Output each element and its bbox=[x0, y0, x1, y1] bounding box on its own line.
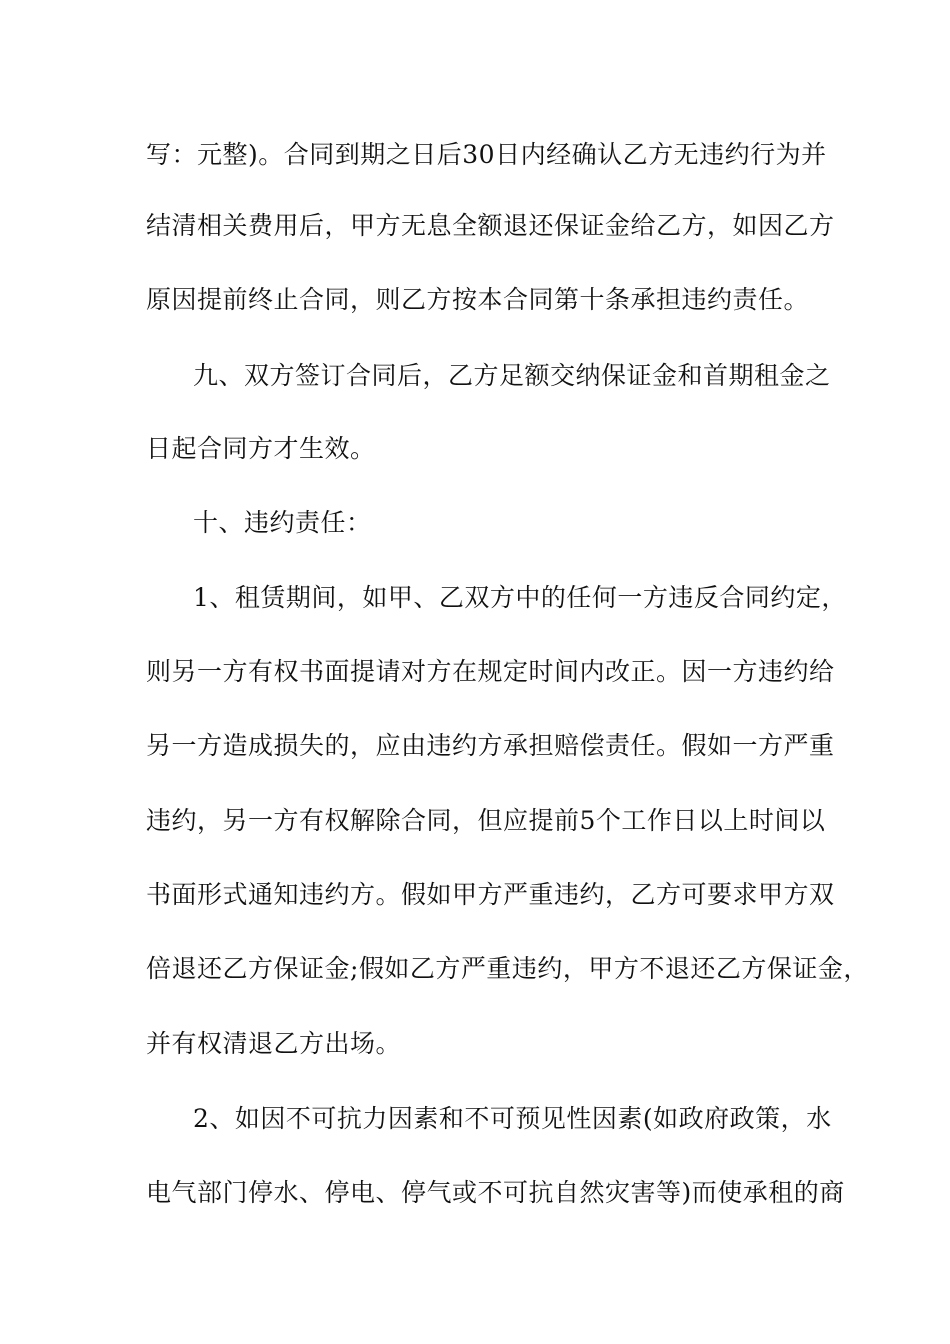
clause-one-start: 1、租赁期间，如甲、乙双方中的任何一方违反合同约定， bbox=[193, 583, 847, 612]
text-line: 违约，另一方有权解除合同，但应提前5个工作日以上时间以 bbox=[146, 806, 826, 835]
text-line: 书面形式通知违约方。假如甲方严重违约，乙方可要求甲方双 bbox=[146, 880, 835, 909]
text-line: 另一方造成损失的，应由违约方承担赔偿责任。假如一方严重 bbox=[146, 731, 835, 760]
text-line: 写：元整)。合同到期之日后30日内经确认乙方无违约行为并 bbox=[146, 140, 827, 169]
clause-two-start: 2、如因不可抗力因素和不可预见性因素(如政府政策，水 bbox=[193, 1104, 832, 1133]
text-line: 电气部门停水、停电、停气或不可抗自然灾害等)而使承租的商 bbox=[146, 1178, 845, 1207]
text-line: 则另一方有权书面提请对方在规定时间内改正。因一方违约给 bbox=[146, 657, 835, 686]
text-line: 倍退还乙方保证金;假如乙方严重违约，甲方不退还乙方保证金， bbox=[146, 954, 869, 983]
text-line: 日起合同方才生效。 bbox=[146, 434, 376, 463]
text-line: 原因提前终止合同，则乙方按本合同第十条承担违约责任。 bbox=[146, 285, 810, 314]
text-line: 结清相关费用后，甲方无息全额退还保证金给乙方，如因乙方 bbox=[146, 211, 835, 240]
text-line: 并有权清退乙方出场。 bbox=[146, 1029, 402, 1058]
section-heading-breach-liability: 十、违约责任： bbox=[193, 508, 372, 537]
paragraph-nine-start: 九、双方签订合同后，乙方足额交纳保证金和首期租金之 bbox=[193, 361, 831, 390]
